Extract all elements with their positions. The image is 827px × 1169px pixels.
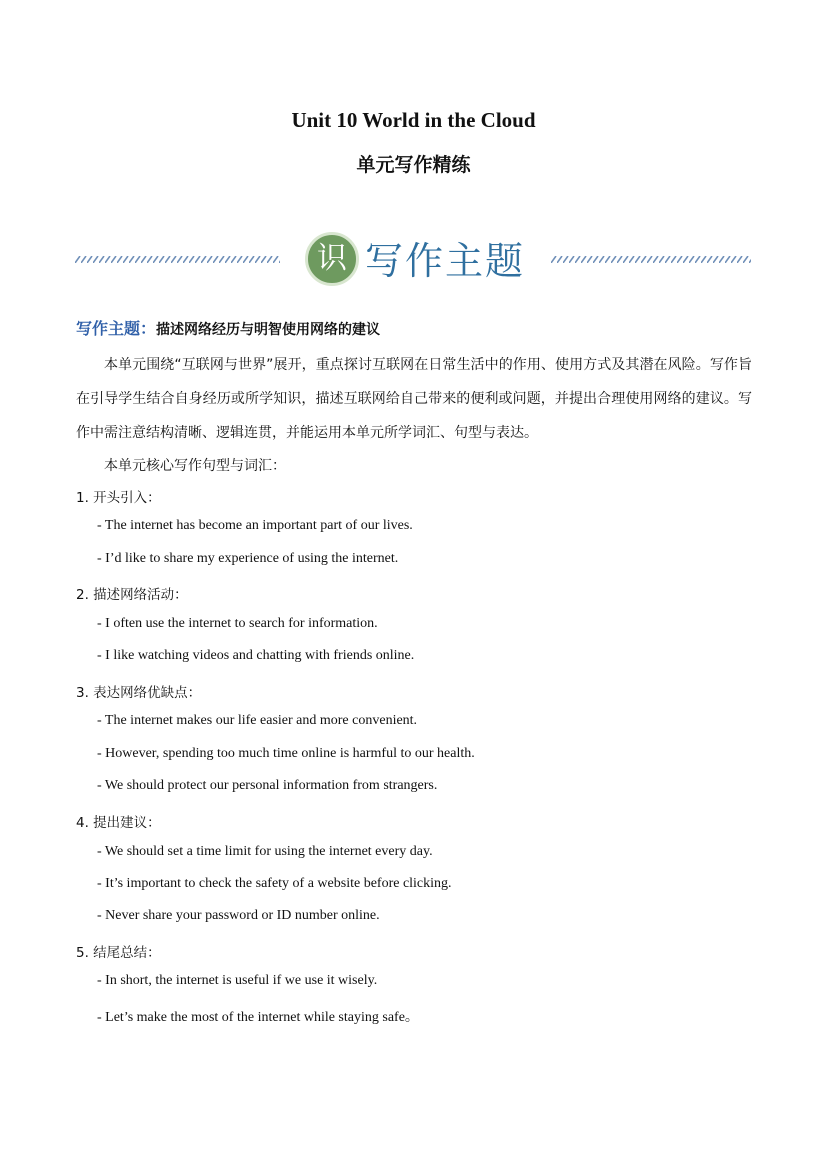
unit-title: Unit 10 World in the Cloud bbox=[291, 108, 536, 132]
core-intro: 本单元核心写作句型与词汇： bbox=[104, 458, 286, 474]
sentence-line: - I often use the internet to search for information. bbox=[97, 616, 378, 631]
sentence-line: - We should protect our personal information from strangers. bbox=[97, 778, 438, 793]
unit-subtitle: 单元写作精练 bbox=[356, 154, 471, 176]
sentence-line: - It’s important to check the safety of a website before clicking. bbox=[97, 876, 452, 891]
sentence-line: - The internet has become an important part of our lives. bbox=[97, 518, 413, 533]
sentence-line: - However, spending too much time online is harmful to our health. bbox=[97, 746, 475, 761]
sentence-line: - Let’s make the most of the internet while staying safe。 bbox=[97, 1010, 419, 1025]
sentence-line: - I’d like to share my experience of using the internet. bbox=[97, 551, 399, 566]
section-heading: 3. 表达网络优缺点： bbox=[76, 685, 202, 701]
topic-label: 写作主题： bbox=[76, 319, 157, 338]
section-heading: 4. 提出建议： bbox=[76, 815, 161, 831]
sentence-line: - I like watching videos and chatting with friends online. bbox=[97, 648, 415, 663]
section-heading: 5. 结尾总结： bbox=[76, 945, 161, 961]
sentence-line: - The internet makes our life easier and more convenient. bbox=[97, 713, 418, 728]
banner-right-rule bbox=[551, 256, 751, 263]
intro-paragraph: 本单元围绕“互联网与世界”展开，重点探讨互联网在日常生活中的作用、使用方式及其潜在风险。写作旨在引导学生结合自身经历或所学知识，描述互联网给自己带来的便利或问题，并提出合理使用网络的建议。写作中需注意结构清晰、逻辑连贯，并能运用本单元所学词汇、句型与表达。 bbox=[76, 357, 752, 441]
writing-topic bbox=[76, 316, 380, 339]
topic-value: 描述网络经历与明智使用网络的建议 bbox=[156, 322, 381, 338]
sentence-line: - We should set a time limit for using the internet every day. bbox=[97, 844, 433, 859]
sentence-line: - In short, the internet is useful if we use it wisely. bbox=[97, 973, 378, 988]
sentence-line: - Never share your password or ID number online. bbox=[97, 908, 380, 923]
banner-heading: 写作主题 bbox=[365, 239, 526, 283]
banner-left-rule bbox=[75, 256, 280, 263]
section-heading: 1. 开头引入： bbox=[76, 490, 161, 506]
writing-topic-banner bbox=[75, 228, 751, 292]
section-heading: 2. 描述网络活动： bbox=[76, 587, 188, 603]
knowledge-icon: 识 bbox=[305, 232, 359, 286]
